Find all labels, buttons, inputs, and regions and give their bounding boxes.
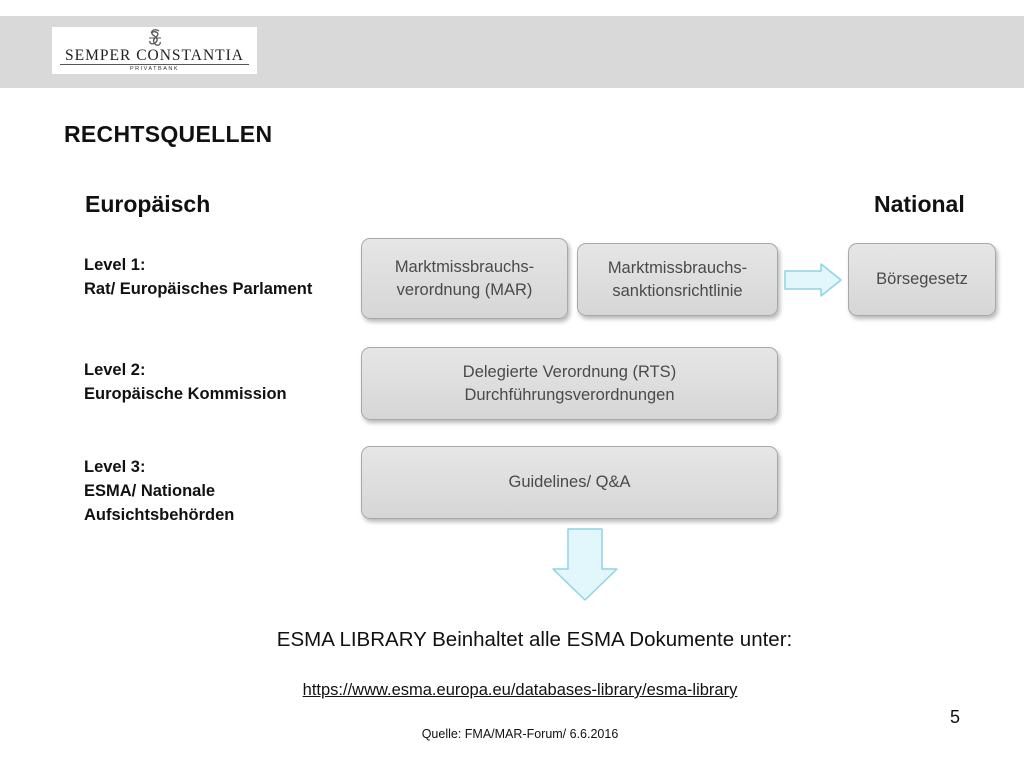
logo-monogram-icon [145, 28, 165, 48]
slide-title: RECHTSQUELLEN [64, 121, 273, 147]
level-3-label: Level 3: [84, 458, 146, 476]
level-1-block [84, 253, 312, 301]
level-2-block [84, 358, 287, 406]
logo-divider [60, 64, 249, 65]
directive-box-line-1: Marktmissbrauchs- [607, 258, 748, 277]
column-heading-national: National [874, 191, 965, 217]
bank-logo [52, 27, 257, 74]
guidelines-box [361, 446, 778, 519]
down-arrow-icon [550, 527, 620, 603]
rts-box-line-1: Delegierte Verordnung (RTS) [462, 362, 677, 381]
source-citation: Quelle: FMA/MAR-Forum/ 6.6.2016 [421, 727, 619, 741]
level-2-label: Level 2: [84, 361, 146, 379]
directive-box-line-2: sanktionsrichtlinie [612, 281, 743, 300]
page-number: 5 [950, 707, 961, 727]
delegated-regulation-box [361, 347, 778, 420]
level-3-desc-line-2: Aufsichtsbehörden [84, 506, 235, 524]
level-1-label: Level 1: [84, 256, 146, 274]
logo-subtitle: PRIVATBANK [129, 66, 180, 72]
right-arrow-icon [783, 262, 845, 298]
mar-box-line-2: verordnung (MAR) [396, 280, 533, 299]
rts-box-line-2: Durchführungsverordnungen [464, 385, 675, 404]
mar-box-line-1: Marktmissbrauchs- [394, 257, 535, 276]
esma-library-link[interactable]: https://www.esma.europa.eu/databases-library/esma-library [302, 681, 738, 699]
level-2-desc: Europäische Kommission [84, 385, 287, 403]
level-3-block [84, 455, 234, 527]
national-box-label: Börsegesetz [876, 270, 968, 288]
national-law-box [848, 243, 996, 316]
mar-regulation-box [361, 238, 568, 319]
esma-library-text: ESMA LIBRARY Beinhaltet alle ESMA Dokumente unter: [276, 628, 793, 651]
level-3-desc-line-1: ESMA/ Nationale [84, 482, 216, 500]
column-heading-european: Europäisch [85, 191, 211, 217]
logo-name: SEMPER CONSTANTIA [65, 47, 244, 64]
sanctions-directive-box [577, 243, 778, 316]
guidelines-box-label: Guidelines/ Q&A [508, 473, 631, 491]
level-1-desc: Rat/ Europäisches Parlament [84, 280, 313, 298]
